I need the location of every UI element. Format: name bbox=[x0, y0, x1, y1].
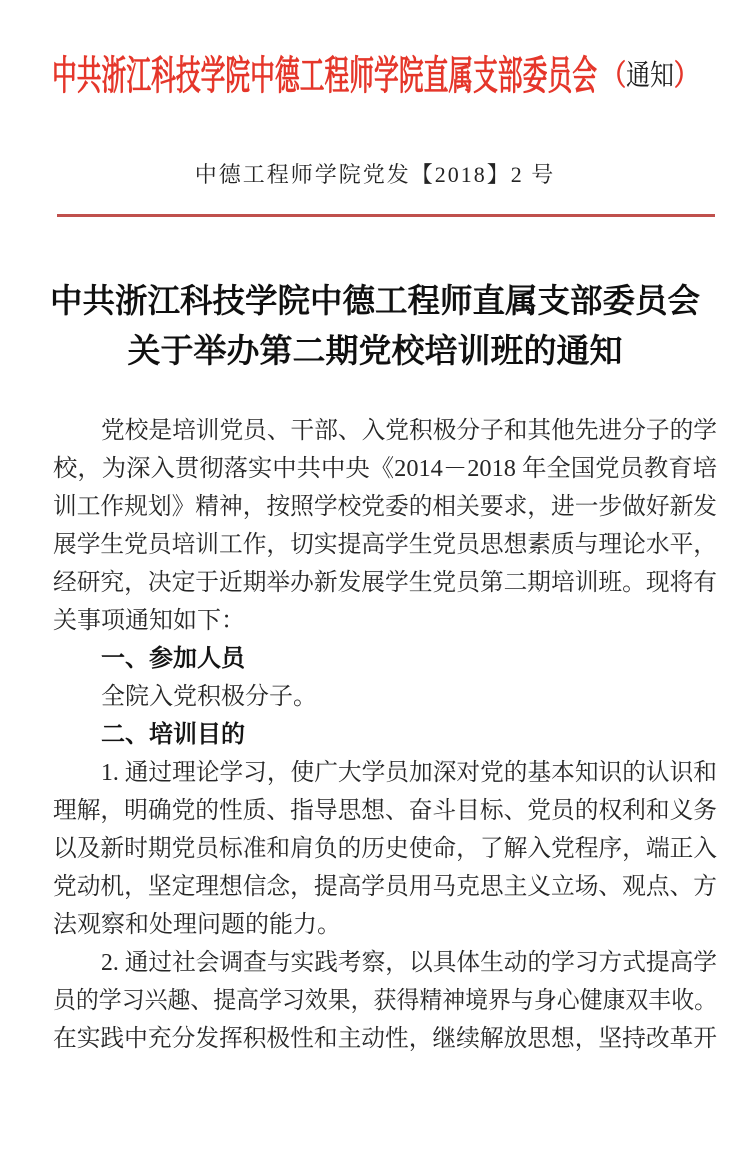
body-line bbox=[53, 868, 717, 906]
body-line bbox=[53, 754, 717, 792]
body-line-text: 2. 通过社会调查与实践考察，以具体生动的学习方式提高学 bbox=[101, 950, 717, 976]
body-line bbox=[53, 906, 717, 944]
body-line bbox=[53, 678, 717, 716]
body-line bbox=[53, 526, 717, 564]
notice-word: 通知 bbox=[626, 60, 675, 92]
body-line bbox=[53, 792, 717, 830]
main-title-line1-text: 中共浙江科技学院中德工程师直属支部委员会 bbox=[50, 282, 700, 319]
body-line bbox=[53, 564, 717, 602]
main-title-line2 bbox=[0, 326, 750, 376]
body-line-text: 法观察和处理问题的能力。 bbox=[53, 912, 341, 938]
letterhead-org-name: 中共浙江科技学院中德工程师学院直属支部委员会 bbox=[52, 53, 597, 98]
body-line-text: 经研究，决定于近期举办新发展学生党员第二期培训班。现将有 bbox=[53, 570, 717, 596]
letterhead bbox=[0, 48, 750, 104]
main-title-line2-text: 关于举办第二期党校培训班的通知 bbox=[127, 332, 623, 369]
body-line-text: 以及新时期党员标准和肩负的历史使命，了解入党程序，端正入 bbox=[53, 836, 717, 862]
body-line bbox=[53, 640, 717, 678]
body-line bbox=[53, 450, 717, 488]
notice-paren-close: ） bbox=[674, 60, 699, 92]
body-line-text: 关事项通知如下： bbox=[53, 608, 245, 634]
body-text bbox=[53, 412, 717, 1058]
body-line bbox=[53, 830, 717, 868]
main-title bbox=[0, 276, 750, 376]
doc-number-text: 中德工程师学院党发【2018】2 号 bbox=[194, 162, 556, 187]
body-line-text: 展学生党员培训工作，切实提高学生党员思想素质与理论水平， bbox=[53, 532, 717, 558]
body-line-text: 党校是培训党员、干部、入党积极分子和其他先进分子的学 bbox=[101, 418, 717, 444]
notice-paren-open: （ bbox=[602, 60, 627, 92]
body-line-text: 一、参加人员 bbox=[101, 646, 245, 672]
body-line-text: 全院入党积极分子。 bbox=[101, 684, 317, 710]
body-line-text: 训工作规划》精神，按照学校党委的相关要求，进一步做好新发 bbox=[53, 494, 717, 520]
body-line bbox=[53, 716, 717, 754]
body-line-text: 二、培训目的 bbox=[101, 722, 245, 748]
body-line bbox=[53, 412, 717, 450]
main-title-line1 bbox=[0, 276, 750, 326]
body-line-text: 党动机，坚定理想信念，提高学员用马克思主义立场、观点、方 bbox=[53, 874, 717, 900]
letterhead-notice-wrap bbox=[602, 48, 698, 104]
body-line-text: 校，为深入贯彻落实中共中央《2014－2018 年全国党员教育培 bbox=[53, 456, 717, 482]
body-line bbox=[53, 488, 717, 526]
body-line-text: 在实践中充分发挥积极性和主动性，继续解放思想，坚持改革开 bbox=[53, 1026, 717, 1052]
red-rule bbox=[57, 214, 715, 217]
letterhead-org-wrap bbox=[52, 48, 597, 104]
body-line-text: 员的学习兴趣、提高学习效果，获得精神境界与身心健康双丰收。 bbox=[53, 988, 717, 1014]
body-line bbox=[53, 602, 717, 640]
body-line-text: 理解，明确党的性质、指导思想、奋斗目标、党员的权利和义务 bbox=[53, 798, 717, 824]
body-line bbox=[53, 982, 717, 1020]
body-line bbox=[53, 944, 717, 982]
body-line bbox=[53, 1020, 717, 1058]
letterhead-notice-seg bbox=[602, 48, 698, 104]
body-line-text: 1. 通过理论学习，使广大学员加深对党的基本知识的认识和 bbox=[101, 760, 717, 786]
doc-number-line bbox=[0, 158, 750, 192]
